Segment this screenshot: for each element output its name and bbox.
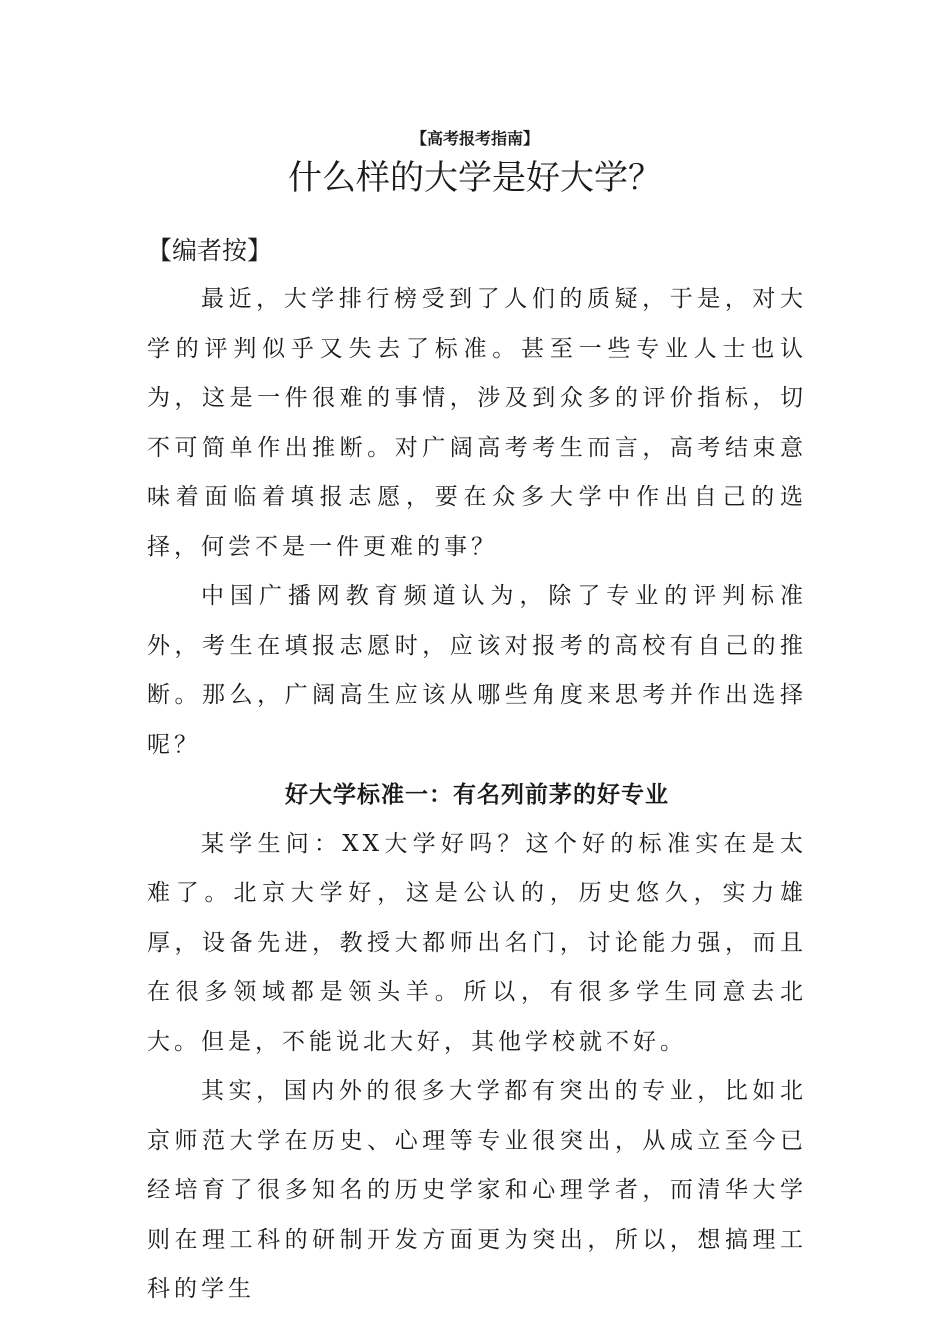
paragraph: 某学生问：XX大学好吗？这个好的标准实在是太难了。北京大学好，这是公认的，历史悠久，实力雄厚，设备先进，教授大都师出名门，讨论能力强，而且在很多领域都是领头羊。所以，有很多学生同意去北大。但是，不能说北大好，其他学校就不好。 (147, 830, 807, 1055)
document-title: 什么样的大学是好大学？ (288, 158, 662, 198)
document-body (147, 226, 807, 1315)
paragraph: 最近，大学排行榜受到了人们的质疑，于是，对大学的评判似乎又失去了标准。甚至一些专业人士也认为，这是一件很难的事情，涉及到众多的评价指标，切不可简单作出推断。对广阔高考考生而言，高考结束意味着面临着填报志愿，要在众多大学中作出自己的选择，何尝不是一件更难的事？ (147, 286, 807, 560)
paragraph: 其实，国内外的很多大学都有突出的专业，比如北京师范大学在历史、心理等专业很突出，从成立至今已经培育了很多知名的历史学家和心理学者，而清华大学则在理工科的研制开发方面更为突出，所以，想搞理工科的学生 (147, 1078, 807, 1302)
section-heading: 好大学标准一：有名列前茅的好专业 (285, 781, 669, 808)
paragraph: 中国广播网教育频道认为，除了专业的评判标准外，考生在填报志愿时，应该对报考的高校有自己的推断。那么，广阔高生应该从哪些角度来思考并作出选择呢？ (147, 583, 807, 758)
document-category: 【高考报考指南】 (410, 129, 539, 148)
editor-note-label: 【编者按】 (147, 236, 273, 265)
